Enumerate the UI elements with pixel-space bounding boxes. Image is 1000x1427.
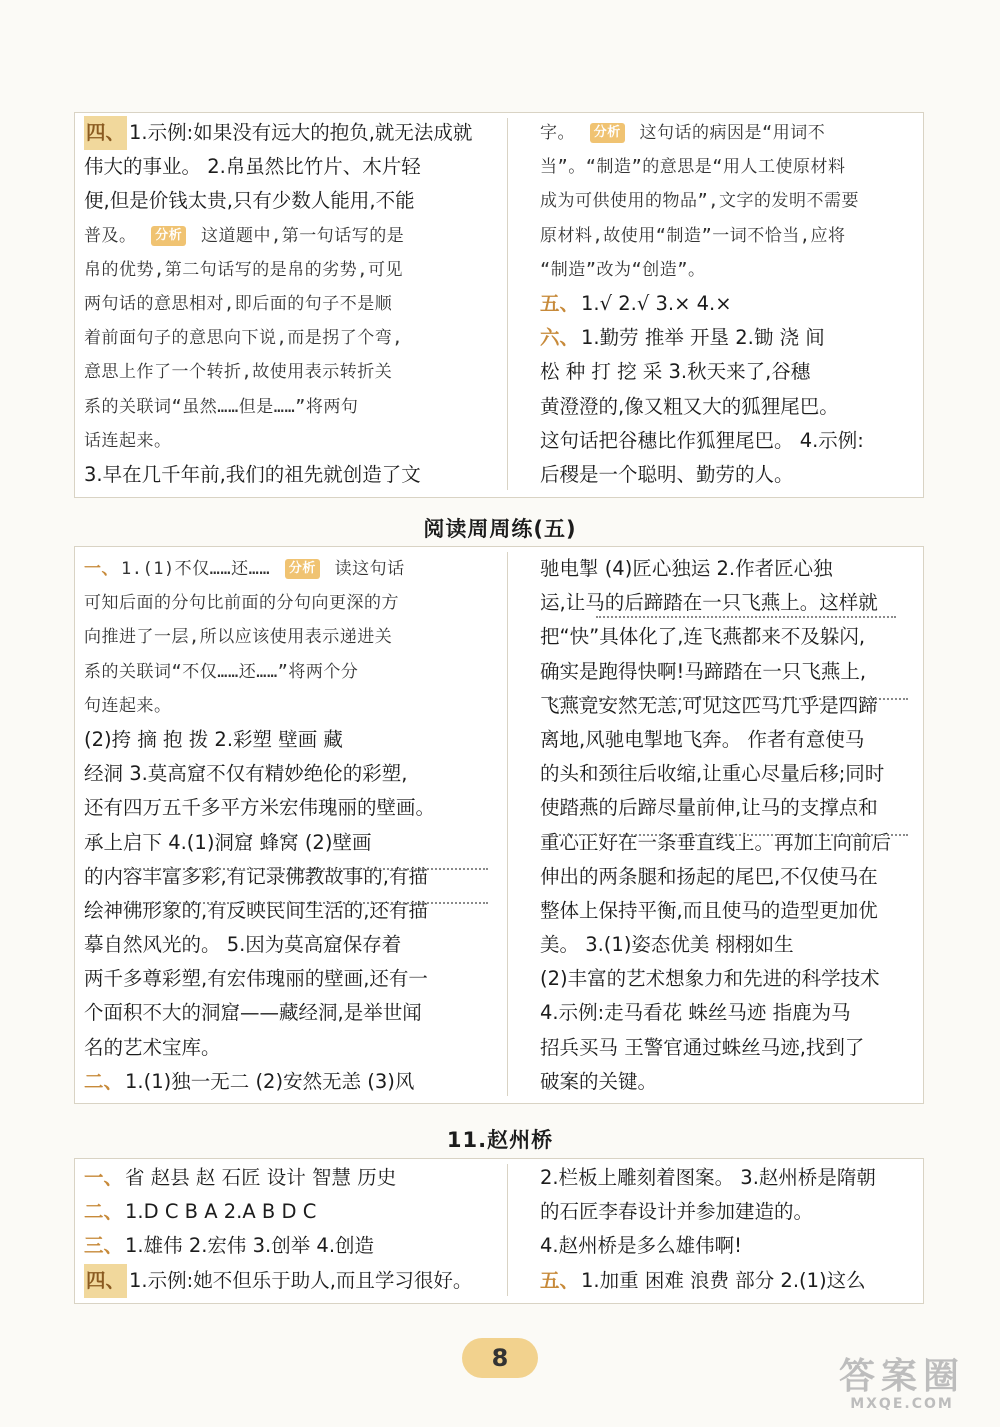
page-number: 8 [462,1338,538,1378]
answer-text: 伟大的事业。 2.帛虽然比竹片、木片轻 [84,155,421,179]
answer-text: 帛的优势,第二句话写的是帛的劣势,可见 [84,259,403,280]
section-number-label: 二、 [84,1200,124,1224]
answer-text: 摹自然风光的。 5.因为莫高窟保存着 [84,933,402,957]
section-number-label: 三、 [84,1234,124,1258]
answer-text: 1.(1)不仅……还…… [121,559,281,579]
answer-line [540,287,912,321]
answer-line [540,996,912,1030]
section-number-label: 二、 [84,1069,124,1093]
answer-text: 系的关联词“不仅……还……”将两个分 [84,661,359,682]
block2-left-column [84,552,494,1099]
answer-text: 个面积不大的洞窟——藏经洞,是举世闻 [84,1001,422,1025]
answer-text: 句连起来。 [84,695,172,716]
answer-text: 省 赵县 赵 石匠 设计 智慧 历史 [125,1166,397,1189]
answer-line [540,757,912,791]
answer-line [84,150,494,184]
answer-text: 使踏燕的后蹄尽量前伸,让马的支撑点和 [540,796,878,820]
answer-line [540,1065,912,1099]
answer-line [84,1065,494,1099]
answer-text: 3.早在几千年前,我们的祖先就创造了文 [84,462,421,486]
answer-line [540,791,912,825]
answer-text: 1.示例:她不但乐于助人,而且学习很好。 [129,1268,473,1292]
column-divider [507,118,508,490]
answer-text: 1.√ 2.√ 3.× 4.× [581,291,732,315]
answer-line [84,826,494,860]
answer-line [84,757,494,791]
answer-line [84,390,494,424]
answer-text: 的头和颈往后收缩,让重心尽量后移;同时 [540,762,885,786]
section-heading-reading-week-5: 阅读周周练(五) [423,517,577,541]
answer-text: 1.加重 困难 浪费 部分 2.(1)这么 [581,1268,866,1292]
section-number-label: 四、 [84,1264,127,1298]
section-number-label: 五、 [540,291,580,315]
answer-text: 整体上保持平衡,而且使马的造型更加优 [540,898,878,922]
answer-line [84,424,494,458]
watermark-domain: MXQE.COM [850,1396,954,1412]
answer-line [84,586,494,620]
answer-line [84,723,494,757]
section-number-label: 六、 [540,326,580,350]
block1-left-column [84,116,494,492]
answer-text: “制造”改为“创造”。 [540,259,706,280]
answer-line [540,552,912,586]
watermark-logo [818,1358,986,1416]
answer-line [540,321,912,355]
answer-line [84,928,494,962]
analysis-badge: 分析 [151,226,186,246]
answer-line [84,321,494,355]
answer-text: 确实是跑得快啊!马蹄踏在一只飞燕上, [540,659,867,683]
section-number-label: 五、 [540,1268,580,1292]
answer-text: 着前面句子的意思向下说,而是拐了个弯, [84,328,403,349]
column-divider [507,552,508,1096]
analysis-badge: 分析 [285,559,320,579]
answer-line [540,894,912,928]
answer-line [84,1031,494,1065]
answer-text: 可知后面的分句比前面的分句向更深的方 [84,593,399,614]
answer-line [540,458,912,492]
answer-text: 重心正好在一条垂直线上。再加上向前后 [540,830,892,854]
answer-text: 松 种 打 挖 采 3.秋天来了,谷穗 [540,360,811,384]
wavy-underline [124,898,488,904]
block2-right-column [540,552,912,1099]
answer-text: 4.示例:走马看花 蛛丝马迹 指鹿为马 [540,1001,851,1025]
answer-line [540,1264,912,1298]
answer-text: 的石匠李春设计并参加建造的。 [540,1200,814,1224]
answer-line [540,219,912,253]
answer-text: 便,但是价钱太贵,只有少数人能用,不能 [84,189,415,213]
wavy-underline [124,864,488,870]
answer-text: 1.雄伟 2.宏伟 3.创举 4.创造 [125,1234,375,1258]
answer-line [540,116,912,150]
answer-line [540,424,912,458]
answer-line [84,1264,498,1298]
answer-text: 运,让马的后蹄踏在一只飞燕上。这样就 [540,591,878,615]
answer-line [84,355,494,389]
answer-line [84,458,494,492]
wavy-underline [548,830,908,836]
block1-right-column [540,116,912,492]
answer-line [540,962,912,996]
answer-text: 1.示例:如果没有远大的抱负,就无法成就 [129,121,473,144]
section-number-label: 一、 [84,559,119,579]
answer-text: 1.D C B A 2.A B D C [125,1200,317,1224]
answer-line [84,219,494,253]
answer-text: 招兵买马 王警官通过蛛丝马迹,找到了 [540,1035,865,1059]
answer-line [540,860,912,894]
answer-text: 这道题中,第一句话写的是 [190,225,405,246]
answer-text: 美。 3.(1)姿态优美 栩栩如生 [540,933,794,957]
answer-text: 原材料,故使用“制造”一词不恰当,应将 [540,225,846,246]
answer-text: 破案的关键。 [540,1069,658,1093]
section-heading-zhaozhou-bridge: 11.赵州桥 [446,1128,554,1152]
answer-line [84,655,494,689]
wavy-underline [548,694,908,700]
watermark-title: 答案圈 [838,1356,965,1397]
answer-line [84,620,494,654]
answer-text: 把“快”具体化了,连飞燕都来不及躲闪, [540,625,866,649]
answer-text: 黄澄澄的,像又粗又大的狐狸尾巴。 [540,394,839,418]
answer-line [540,355,912,389]
answer-line [540,1031,912,1065]
answer-line [540,723,912,757]
answer-text: 这句话的病因是“用词不 [628,123,826,143]
answer-text: (2)丰富的艺术想象力和先进的科学技术 [540,967,880,991]
answer-text: 还有四万五千多平方米宏伟瑰丽的壁画。 [84,796,436,820]
answer-line [540,1161,912,1195]
answer-text: 系的关联词“虽然……但是……”将两句 [84,396,359,417]
answer-text: 1.勤劳 推举 开垦 2.锄 浇 间 [581,326,825,350]
column-divider [507,1164,508,1296]
answer-text: 伸出的两条腿和扬起的尾巴,不仅使马在 [540,864,878,888]
answer-text: 这句话把谷穗比作狐狸尾巴。 4.示例: [540,428,864,452]
answer-line [84,287,494,321]
answer-line [540,1195,912,1229]
answer-text: 离地,风驰电掣地飞奔。 作者有意使马 [540,727,865,751]
answer-line [84,1229,498,1263]
answer-text: 经洞 3.莫高窟不仅有精妙绝伦的彩塑, [84,762,408,786]
answer-text: 2.栏板上雕刻着图案。 3.赵州桥是隋朝 [540,1166,876,1189]
answer-line [540,655,912,689]
answer-text: 意思上作了一个转折,故使用表示转折关 [84,362,393,383]
answer-text: 字。 [540,123,586,143]
answer-line [84,1195,498,1229]
answer-line [84,689,494,723]
answer-line [540,150,912,184]
answer-text: 两句话的意思相对,即后面的句子不是顺 [84,293,393,314]
answer-line [84,116,494,150]
answer-text: 普及。 [84,225,148,246]
answer-line [540,1229,912,1263]
answer-text: 的内容丰富多彩,有记录佛教故事的,有描 [84,864,428,888]
answer-text: 向推进了一层,所以应该使用表示递进关 [84,627,393,648]
answer-line [540,253,912,287]
answer-line [84,552,494,586]
answer-text: 驰电掣 (4)匠心独运 2.作者匠心独 [540,557,833,580]
answer-line [84,962,494,996]
answer-text: 后稷是一个聪明、勤劳的人。 [540,462,794,486]
answer-text: 1.(1)独一无二 (2)安然无恙 (3)风 [125,1069,415,1093]
answer-line [540,928,912,962]
answer-text: 读这句话 [323,559,405,579]
answer-text: 绘神佛形象的,有反映民间生活的,还有描 [84,898,428,922]
answer-line [84,253,494,287]
section-number-label: 一、 [84,1166,124,1189]
answer-line [84,791,494,825]
answer-text: 名的艺术宝库。 [84,1035,221,1059]
answer-text: 当”。“制造”的意思是“用人工使原材料 [540,157,846,178]
answer-text: 成为可供使用的物品”,文字的发明不需要 [540,191,859,212]
answer-text: 两千多尊彩塑,有宏伟瑰丽的壁画,还有一 [84,967,428,991]
answer-line [540,390,912,424]
answer-text: 4.赵州桥是多么雄伟啊! [540,1234,742,1258]
answer-line [84,996,494,1030]
answer-line [540,620,912,654]
answer-line [84,1161,498,1195]
answer-text: (2)挎 摘 抱 拨 2.彩塑 壁画 藏 [84,727,343,751]
answer-text: 飞燕竟安然无恙,可见这匹马几乎是四蹄 [540,693,878,717]
section-number-label: 四、 [84,116,127,150]
answer-text: 话连起来。 [84,430,172,451]
answer-text: 承上启下 4.(1)洞窟 蜂窝 (2)壁画 [84,830,372,854]
wavy-underline [596,612,896,618]
answer-line [540,184,912,218]
block3-left-column [84,1161,498,1298]
analysis-badge: 分析 [590,123,625,143]
block3-right-column [540,1161,912,1298]
answer-line [84,184,494,218]
